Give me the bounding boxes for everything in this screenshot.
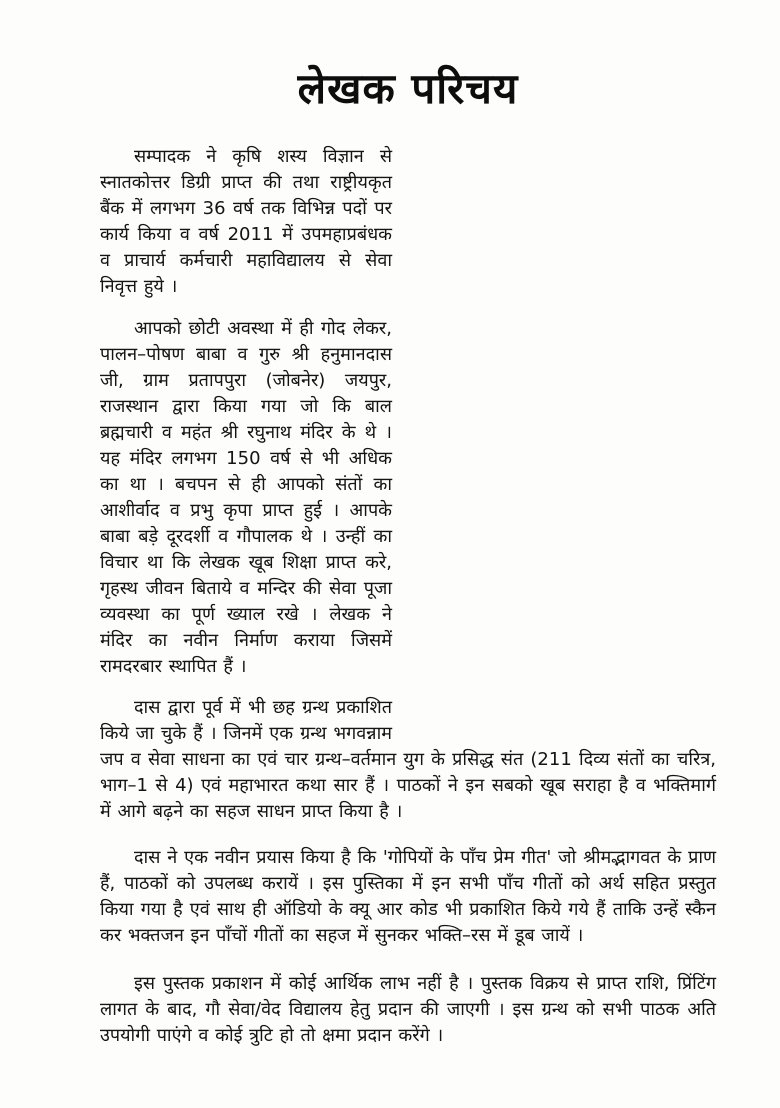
paragraph-previous-books (100, 695, 716, 825)
paragraph-text: सम्पादक ने कृषि शस्य विज्ञान से स्नातकोत्तर डिग्री प्राप्त की तथा राष्ट्रीयकृत बैंक में लगभग 36 वर्ष तक विभिन्न पदों पर कार्य किया व वर्ष 2011 में उपमहाप्रबंधक व प्राचार्य कर्मचारी महाविद्यालय से सेवा निवृत्त हुये । (100, 146, 392, 298)
page-title: लेखक परिचय (297, 64, 519, 113)
paragraph-text: दास ने एक नवीन प्रयास किया है कि 'गोपियों के पाँच प्रेम गीत' जो श्रीमद्भागवत के प्राण हैं, पाठकों को उपलब्ध करायें । इस पुस्तिका में इन सभी पाँच गीतों को अर्थ सहित प्रस्तुत किया गया है एवं साथ ही ऑडियो के क्यू आर कोड भी प्रकाशित किये गये हैं ताकि उन्हें स्कैन कर भक्तजन इन पाँचों गीतों का सहज में सुनकर भक्ति–रस में डूब जायें । (100, 847, 716, 947)
paragraph-text: आपको छोटी अवस्था में ही गोद लेकर, पालन–पोषण बाबा व गुरु श्री हनुमानदास जी, ग्राम प्रतापपुरा (जोबनेर) जयपुर, राजस्थान द्वारा किया गया जो कि बाल ब्रह्मचारी व महंत श्री रघुनाथ मंदिर के थे । यह मंदिर लगभग 150 वर्ष से भी अधिक का था । बचपन से ही आपको संतों का आशीर्वाद व प्रभु कृपा प्राप्त हुई । आपके बाबा बड़े दूरदर्शी व गौपालक थे । उन्हीं का विचार था कि लेखक खूब शिक्षा प्राप्त करे, गृहस्थ जीवन बिताये व मन्दिर की सेवा पूजा व्यवस्था का पूर्ण ख्याल रखे । लेखक ने मंदिर का नवीन निर्माण कराया जिसमें रामदरबार स्थापित हैं । (100, 318, 392, 678)
paragraph-text: इस पुस्तक प्रकाशन में कोई आर्थिक लाभ नहीं है । पुस्तक विक्रय से प्राप्त राशि, प्रिंटिंग लागत के बाद, गौ सेवा/वेद विद्यालय हेतु प्रदान की जाएगी । इस ग्रन्थ को सभी पाठक अति उपयोगी पाएंगे व कोई त्रुटि हो तो क्षमा प्रदान करेंगे । (100, 973, 716, 1047)
paragraph-text: दास द्वारा पूर्व में भी छह ग्रन्थ प्रकाशित किये जा चुके हैं । जिनमें एक ग्रन्थ भगवन्नाम जप व सेवा साधना का एवं चार ग्रन्थ–वर्तमान युग के प्रसिद्ध संत (211 दिव्य संतों का चरित्र, भाग–1 से 4) एवं महाभारत कथा सार हैं । पाठकों ने इन सबको खूब सराहा है व भक्तिमार्ग में आगे बढ़ने का सहज साधन प्राप्त किया है । (100, 697, 716, 823)
paragraph-editor-career (100, 144, 392, 300)
paragraph-new-work-qr-codes (100, 845, 716, 949)
paragraph-no-profit-note (100, 971, 716, 1049)
photo-area-spacer (392, 695, 716, 747)
paragraph-childhood-temple (100, 316, 392, 680)
